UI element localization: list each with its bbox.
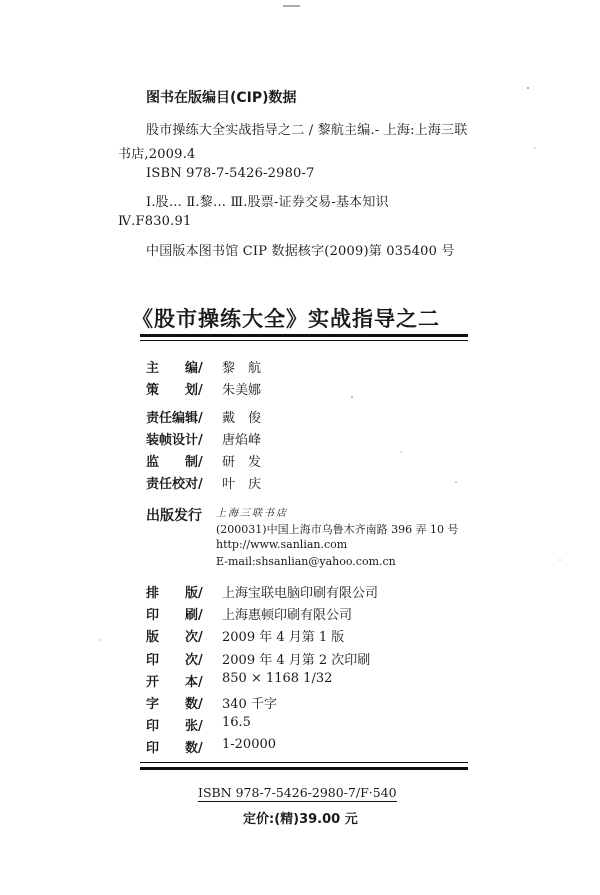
book-title: 《股市操练大全》实战指导之二 [132, 307, 440, 331]
credit-label-editor: 主 编/ [146, 361, 203, 376]
prod-label-format: 开 本/ [146, 675, 203, 690]
prod-label-word-count: 字 数/ [146, 697, 203, 712]
credit-label-designer: 装帧设计/ [146, 433, 203, 448]
credit-value-supervisor: 研 发 [222, 455, 262, 470]
bottom-rule-thin [140, 762, 468, 763]
cip-line-publisher: 书店,2009.4 [118, 147, 196, 162]
prod-label-print-run: 印 数/ [146, 741, 203, 756]
cip-line-title: 股市操练大全实战指导之二 / 黎航主编.- 上海:上海三联 [146, 123, 468, 138]
prod-value-impression: 2009 年 4 月第 2 次印刷 [222, 653, 371, 668]
credit-label-responsible-editor: 责任编辑/ [146, 411, 203, 426]
prod-label-printing: 印 刷/ [146, 608, 203, 623]
footer-isbn: ISBN 978-7-5426-2980-7/F·540 [198, 785, 397, 800]
publisher-website: http://www.sanlian.com [216, 538, 348, 551]
prod-value-printing: 上海惠顿印刷有限公司 [222, 608, 353, 623]
prod-value-format: 850 × 1168 1/32 [222, 671, 333, 686]
publisher-label: 出版发行 [146, 508, 202, 524]
publisher-logo: 上海三联书店 [216, 508, 288, 519]
credit-label-proofreader: 责任校对/ [146, 477, 203, 492]
cip-line-classification: Ⅳ.F830.91 [118, 214, 192, 229]
cip-line-record-number: 中国版本图书馆 CIP 数据核字(2009)第 035400 号 [146, 244, 455, 259]
prod-label-sheets: 印 张/ [146, 719, 203, 734]
prod-value-print-run: 1-20000 [222, 737, 277, 752]
prod-value-edition: 2009 年 4 月第 1 版 [222, 630, 345, 645]
prod-label-typesetting: 排 版/ [146, 586, 203, 601]
prod-value-sheets: 16.5 [222, 715, 251, 730]
credit-value-proofreader: 叶 庆 [222, 477, 262, 492]
prod-value-word-count: 340 千字 [222, 697, 277, 712]
bottom-rule-thick [140, 767, 468, 770]
title-rule-thick [140, 334, 468, 337]
publisher-email: E-mail:shsanlian@yahoo.com.cn [216, 555, 396, 568]
credit-value-planner: 朱美娜 [222, 383, 262, 398]
prod-label-impression: 印 次/ [146, 653, 203, 668]
credit-value-designer: 唐焰峰 [222, 433, 262, 448]
prod-label-edition: 版 次/ [146, 630, 203, 645]
cip-heading: 图书在版编目(CIP)数据 [146, 90, 297, 106]
publisher-address: (200031)中国上海市乌鲁木齐南路 396 弄 10 号 [216, 523, 459, 536]
prod-value-typesetting: 上海宝联电脑印刷有限公司 [222, 586, 379, 601]
cip-line-subjects: Ⅰ.股… Ⅱ.黎… Ⅲ.股票-证券交易-基本知识 [146, 195, 389, 210]
cip-line-isbn: ISBN 978-7-5426-2980-7 [146, 166, 315, 181]
credit-value-responsible-editor: 戴 俊 [222, 411, 262, 426]
credit-label-planner: 策 划/ [146, 383, 203, 398]
credit-value-editor: 黎 航 [222, 361, 262, 376]
footer-price: 定价:(精)39.00 元 [243, 812, 358, 827]
title-rule-thin [140, 340, 468, 341]
credit-label-supervisor: 监 制/ [146, 455, 203, 470]
